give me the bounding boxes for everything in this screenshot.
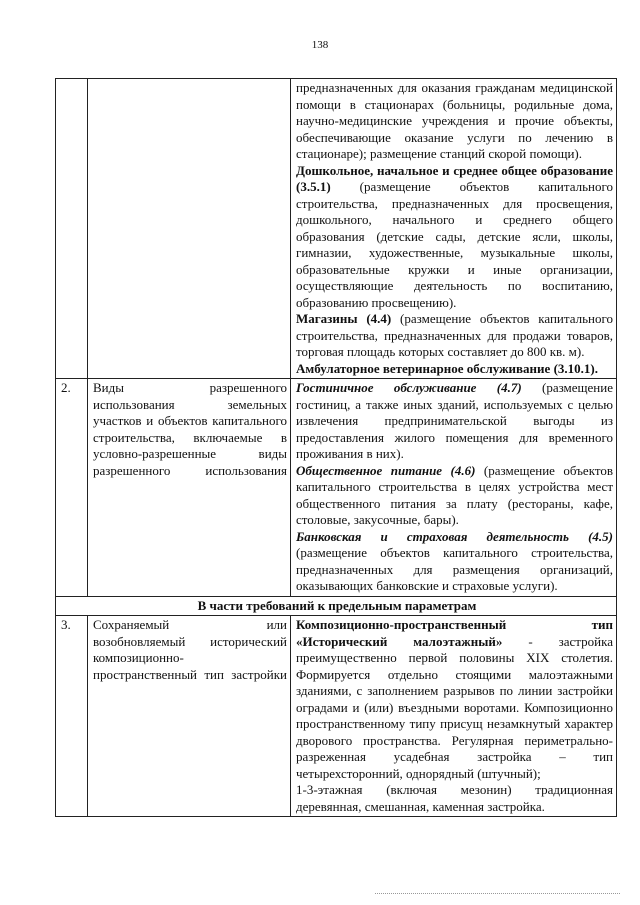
requirements-table [55,78,617,817]
paragraph [296,617,613,782]
paragraph [296,311,613,361]
paragraph-title: Амбулаторное ветеринарное обслуживание (3.10.1). [296,360,598,376]
page-bottom-rule [375,893,620,894]
paragraph [296,380,613,463]
row-content [291,79,617,379]
paragraph-title: Магазины (4.4) [296,311,392,326]
paragraph [296,163,613,312]
paragraph [296,529,613,595]
paragraph-title: Общественное питание (4.6) [296,462,476,478]
table-row [56,379,617,597]
paragraph-text: (размещение гостиниц, а также иных зданий, используемых с целью извлечения предпринимательской выгоды из предоставления жилого помещения для временного проживания в них). [296,380,613,461]
paragraph: 1-3-этажная (включая мезонин) традиционная деревянная, смешанная, каменная застройка. [296,782,613,814]
table-row [56,616,617,817]
row-number: 3. [56,616,88,817]
paragraph-text: (размещение объектов капитального строительства, предназначенных для продажи товаров, торговая площадь которых составляет до 800 кв. м). [296,311,613,359]
paragraph-text: (размещение объектов капитального строительства, предназначенных для просвещения, дошкольного, начального и среднего общего образования (детские сады, детские ясли, школы, гимназии, художественные, музыкальные школы, образовательные кружки и иные организации, осуществляющие деятельность по воспитанию, образованию просвещению). [296,179,613,310]
paragraph: предназначенных для оказания гражданам медицинской помощи в стационарах (больницы, родильные дома, научно-медицинские учреждения и прочие объекты, обеспечивающие оказание услуги по лечению в стационаре); размещение станций скорой помощи). [296,80,613,161]
row-content [291,616,617,817]
paragraph-title: Банковская и страховая деятельность (4.5) [296,528,613,544]
row-name: Виды разрешенного использования земельных участков и объектов капитального строительства, включаемые в условно-разрешенные виды разрешенного использования [88,379,291,597]
page-number: 138 [311,39,329,51]
paragraph-text: (размещение объектов капитального строительства, предназначенных для размещения организаций, оказывающих банковские и страховые услуги). [296,545,613,593]
paragraph-text: - застройка преимущественно первой половины XIX столетия. Формируется отдельно стоящими малоэтажными зданиями, с заполнением разрывов по линии застройки оградами и (или) въездными воротами. Композиционно пространственному типу присущ незамкнутый характер дворового пространства. Регулярная периметрально-разреженная усадебная застройка – тип четырехсторонний, однорядный (штучный); [296,633,613,781]
section-header-row [56,596,617,616]
table-row [56,79,617,379]
row-number [56,79,88,379]
paragraph-title: Дошкольное, начальное и среднее общее образование (3.5.1) [296,162,613,194]
row-name [88,79,291,379]
row-number: 2. [56,379,88,597]
paragraph-title: Гостиничное обслуживание (4.7) [296,380,522,395]
paragraph-title: Композиционно-пространственный тип «Исторический малоэтажный» [296,617,613,649]
row-name: Сохраняемый или возобновляемый исторический композиционно-пространственный тип застройки [88,616,291,817]
paragraph-text: (размещение объектов капитального строительства в целях устройства мест общественного питания за плату (рестораны, кафе, столовые, закусочные, бары). [296,462,613,527]
section-title: В части требований к предельным параметрам [56,596,617,616]
paragraph [296,463,613,529]
row-content [291,379,617,597]
